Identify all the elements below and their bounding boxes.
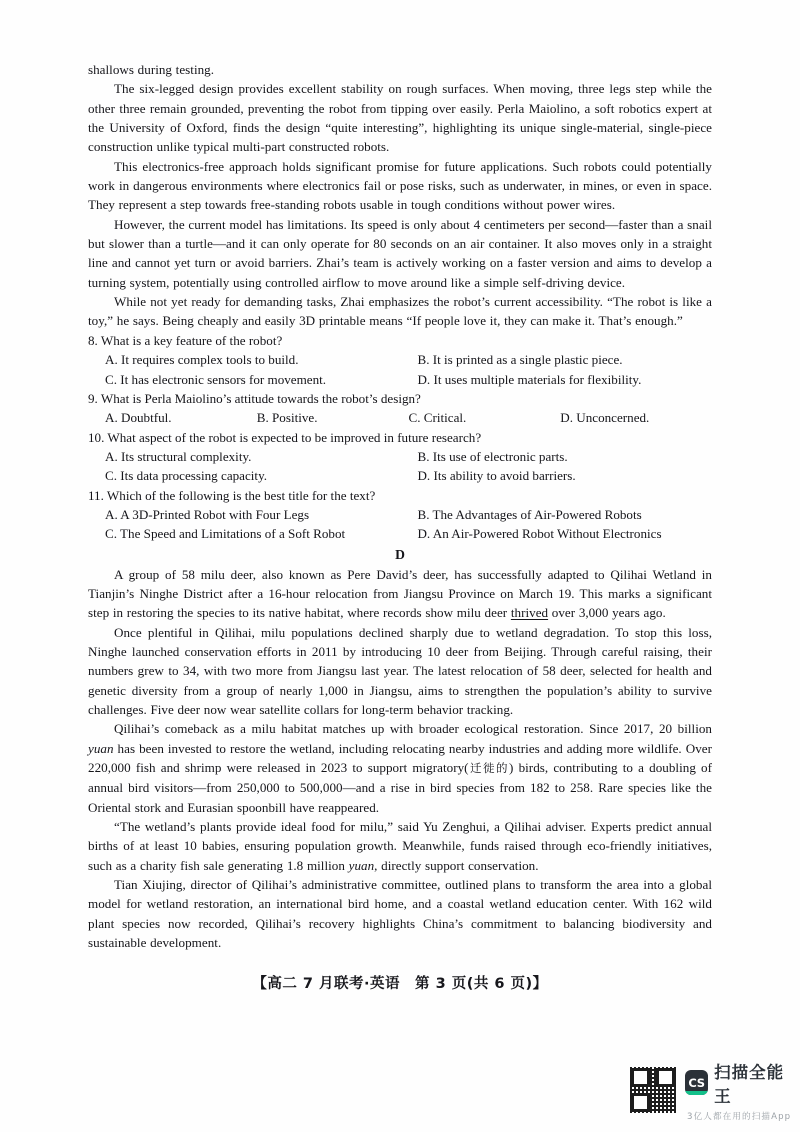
question-9-options-row-1 <box>88 408 712 427</box>
passage-d-p1-part2: over 3,000 years ago. <box>548 605 666 621</box>
passage-d-p3-part2: has been invested to restore the wetland, including relocating nearby industries and adding more wildlife. Over 220,000 fish and shrimp were released in 2023 to support migratory( <box>88 740 712 776</box>
question-9-option-a[interactable]: A. Doubtful. <box>105 410 172 426</box>
camscanner-logo-icon <box>685 1070 708 1095</box>
passage-d-paragraph-1 <box>88 565 712 623</box>
passage-d-p3-part3: ) birds, contributing to a doubling of annual bird visitors—from 250,000 to 500,000—and a rise in bird species from 182 to 258. Rare species like the Oriental stork and Eurasian spoonbill have reappeared. <box>88 760 713 815</box>
passage-d-paragraph-2: Once plentiful in Qilihai, milu populations declined sharply due to wetland degradation. To stop this loss, Ninghe launched conservation efforts in 2011 by introducing 10 deer from Beijing. Through careful raising, their numbers grew to 34, with two more from Jiangsu last year. The latest relocation of 58 deer, selected for health and genetic diversity from a group of nearly 1,000 in Jiangsu, aims to strengthen the population’s ability to survive challenges. Five deer now wear satellite collars for long-term behavior tracking. <box>88 624 712 717</box>
passage-d-paragraph-3 <box>88 719 712 817</box>
section-letter-d: D <box>395 546 405 562</box>
paragraph-accessibility: While not yet ready for demanding tasks, Zhai emphasizes the robot’s current accessibility. “The robot is like a toy,” he says. Being cheaply and easily 3D printable means “If people love it, they can make it. That’s enough.” <box>88 294 712 329</box>
qr-code-icon <box>630 1067 676 1113</box>
question-8-option-a[interactable]: A. It requires complex tools to build. <box>105 352 299 368</box>
question-8-option-c[interactable]: C. It has electronic sensors for movement. <box>105 371 327 387</box>
watermark-title: 扫描全能王 <box>714 1062 785 1106</box>
question-11-options-row-2 <box>88 524 712 543</box>
question-11-stem: 11. Which of the following is the best title for the text? <box>88 487 376 503</box>
logo-accent-bar <box>685 1091 708 1095</box>
question-9-option-b[interactable]: B. Positive. <box>256 410 318 426</box>
passage-d-p3-italic-yuan: yuan <box>88 740 114 756</box>
question-11-options-row-1 <box>88 505 712 524</box>
passage-d-paragraph-4 <box>88 817 712 875</box>
question-10-option-b[interactable]: B. Its use of electronic parts. <box>417 448 568 464</box>
question-9-stem: 9. What is Perla Maiolino’s attitude towards the robot’s design? <box>88 390 421 406</box>
question-11 <box>88 486 712 544</box>
passage-d-p4-italic-yuan: yuan <box>348 857 375 873</box>
page-content <box>88 60 712 952</box>
question-10-stem: 10. What aspect of the robot is expected to be improved in future research? <box>88 429 482 445</box>
question-11-option-b[interactable]: B. The Advantages of Air-Powered Robots <box>417 506 642 522</box>
watermark-title-row <box>685 1059 795 1107</box>
exam-footer: 【高二 7 月联考·英语 第 3 页(共 6 页)】 <box>252 976 548 992</box>
question-10-option-c[interactable]: C. Its data processing capacity. <box>105 468 268 484</box>
question-9-option-d[interactable]: D. Unconcerned. <box>560 410 650 426</box>
question-8-options-row-1 <box>88 350 712 369</box>
question-8-stem: 8. What is a key feature of the robot? <box>88 332 283 348</box>
paragraph-electronics-free: This electronics-free approach holds significant promise for future applications. Such robots could potentially work in dangerous environments where electronics fail or pose risks, such as underwater, in mines, or even in space. They represent a step towards free-standing robots usable in tough conditions without power wires. <box>88 158 712 213</box>
question-10-option-a[interactable]: A. Its structural complexity. <box>105 448 252 464</box>
passage-d-p3-part1: Qilihai’s comeback as a milu habitat matches up with broader ecological restoration. Since 2017, 20 billion <box>114 721 712 737</box>
question-11-option-d[interactable]: D. An Air-Powered Robot Without Electronics <box>417 526 662 542</box>
camscanner-logo-text: CS <box>688 1075 705 1090</box>
question-9 <box>88 389 712 428</box>
camscanner-watermark <box>630 1058 795 1122</box>
question-10-option-d[interactable]: D. Its ability to avoid barriers. <box>417 468 576 484</box>
paragraph-continuation: shallows during testing. <box>88 62 215 77</box>
passage-d-p4-part1: “The wetland’s plants provide ideal food for milu,” said Yu Zenghui, a Qilihai adviser. Experts predict annual births of at least 10 babies, ensuring population growth. Meanwhile, funds raised through eco-friendly initiatives, such as a charity fish sale generating 1.8 million <box>88 819 712 873</box>
passage-d-paragraph-5: Tian Xiujing, director of Qilihai’s administrative committee, outlined plans to transform the area into a global model for wetland restoration, an international bird home, and a coastal wetland education center. With 162 wild plant species now recorded, Qilihai’s recovery highlights China’s commitment to balancing biodiversity and sustainable development. <box>88 877 712 951</box>
question-8-option-b[interactable]: B. It is printed as a single plastic piece. <box>417 352 623 368</box>
question-10-options-row-1 <box>88 447 712 466</box>
passage-d-p3-gloss-cjk: 迁徙的 <box>468 761 510 776</box>
paragraph-limitations: However, the current model has limitations. Its speed is only about 4 centimeters per second—faster than a snail but slower than a turtle—and it can only operate for 80 seconds on an air container. It also moves only in a straight line and cannot yet turn or avoid barriers. Zhai’s team is actively working on a faster version and aims to develop a turning system, potentially using controlled airflow to move around like a simple self-driving device. <box>88 216 712 290</box>
question-10 <box>88 428 712 486</box>
question-8 <box>88 331 712 389</box>
watermark-text-group <box>685 1059 795 1122</box>
passage-d-p1-part1: A group of 58 milu deer, also known as Pere David’s deer, has successfully adapted to Qilihai Wetland in Tianjin’s Ninghe District after a 16-hour relocation from Jiangsu Province on March 19. This marks a significant step in restoring the species to its native habitat, where records show milu deer <box>88 566 712 621</box>
question-8-options-row-2 <box>88 370 712 389</box>
question-8-option-d[interactable]: D. It uses multiple materials for flexibility. <box>417 371 642 387</box>
paragraph-six-legged-design: The six-legged design provides excellent stability on rough surfaces. When moving, three legs step while the other three remain grounded, preventing the robot from tipping over easily. Perla Maiolino, a soft robotics expert at the University of Oxford, finds the design “quite interesting”, highlighting its unique single-material, single-piece construction unlike typical multi-part constructed robots. <box>88 81 712 155</box>
passage-d-p4-part2: , directly support conservation. <box>374 857 539 873</box>
question-9-option-c[interactable]: C. Critical. <box>408 410 467 426</box>
question-11-option-a[interactable]: A. A 3D-Printed Robot with Four Legs <box>105 506 310 522</box>
passage-d-vocab-thrived: thrived <box>510 605 549 621</box>
question-10-options-row-2 <box>88 466 712 485</box>
watermark-subtitle: 3亿人都在用的扫描App <box>687 1111 792 1122</box>
question-11-option-c[interactable]: C. The Speed and Limitations of a Soft Robot <box>105 526 346 542</box>
